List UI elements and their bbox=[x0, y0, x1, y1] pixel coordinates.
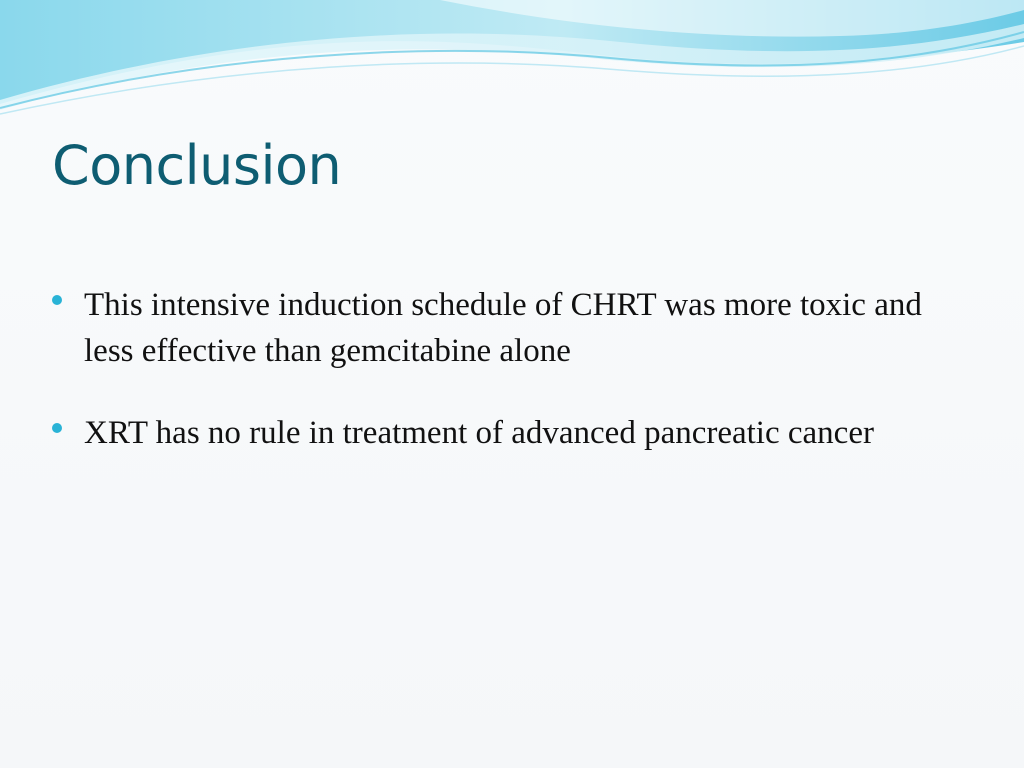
slide-title: Conclusion bbox=[52, 134, 342, 197]
bullet-dot-icon bbox=[52, 295, 62, 305]
bullet-text: This intensive induction schedule of CHRT was more toxic and less effective than gemcitabine alone bbox=[84, 287, 922, 369]
bullet-item bbox=[52, 410, 982, 456]
bullet-list bbox=[52, 282, 982, 492]
bullet-text: XRT has no rule in treatment of advanced pancreatic cancer bbox=[84, 415, 874, 451]
bullet-item bbox=[52, 282, 982, 374]
bullet-dot-icon bbox=[52, 423, 62, 433]
decorative-wave-header bbox=[0, 0, 1024, 120]
